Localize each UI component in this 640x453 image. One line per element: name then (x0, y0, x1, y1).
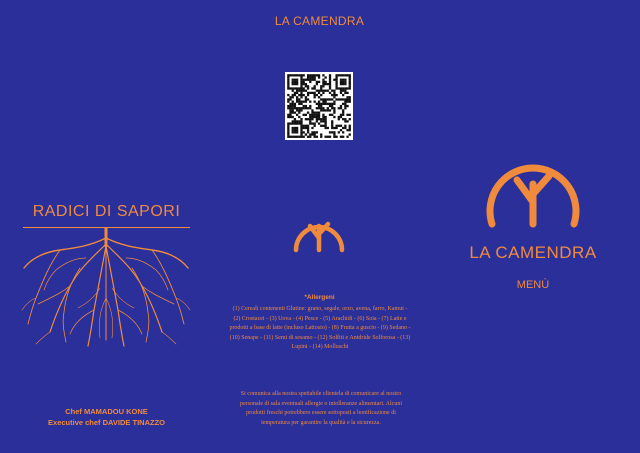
chef-credits (0, 406, 213, 428)
top-title: LA CAMENDRA (274, 14, 365, 28)
middle-panel (213, 0, 426, 453)
allergens-title: *Allergeni (304, 294, 335, 301)
allergy-notice: Si comunica alla nostra spettabile clientela di comunicare al nostro personale di sala eventuali allergie o intolleranze alimentari. Alcuni prodotti freschi potrebbero essere sottoposti a bonificazione di temperatura per garantire la qualità e la sicurezza. (240, 391, 402, 426)
qr-code-graphic (285, 72, 353, 140)
roots-illustration (20, 228, 192, 348)
radici-di-sapori-title: RADICI DI SAPORI (32, 203, 181, 220)
chef-line: Chef MAMADOU KONE (65, 407, 148, 416)
qr-code[interactable] (285, 72, 353, 140)
right-panel (426, 0, 640, 453)
la-camendra-title: LA CAMENDRA (469, 243, 597, 262)
left-panel (0, 0, 213, 453)
executive-chef-line: Executive chef DAVIDE TINAZZO (48, 418, 165, 427)
menu-label: MENÙ (516, 279, 550, 291)
allergens-text: (1) Cereali contenenti Glutine: grano, segale, orzo, avena, farro, Kamut - (2) Crostacei - (3) Uova - (4) Pesce - (5) Arachidi - (6) Soia - (7) Latte e prodotti a base di latte (incluso Lattosio) - (8) Frutta a guscio - (9) Sedano - (10) Senape - (11) Semi di sesamo - (12) Solfiti e Anidride Solforosa - (13) Lupini - (14) Molluschi (229, 306, 411, 350)
camendra-logo-icon (291, 204, 347, 254)
camendra-logo-icon (480, 148, 586, 228)
